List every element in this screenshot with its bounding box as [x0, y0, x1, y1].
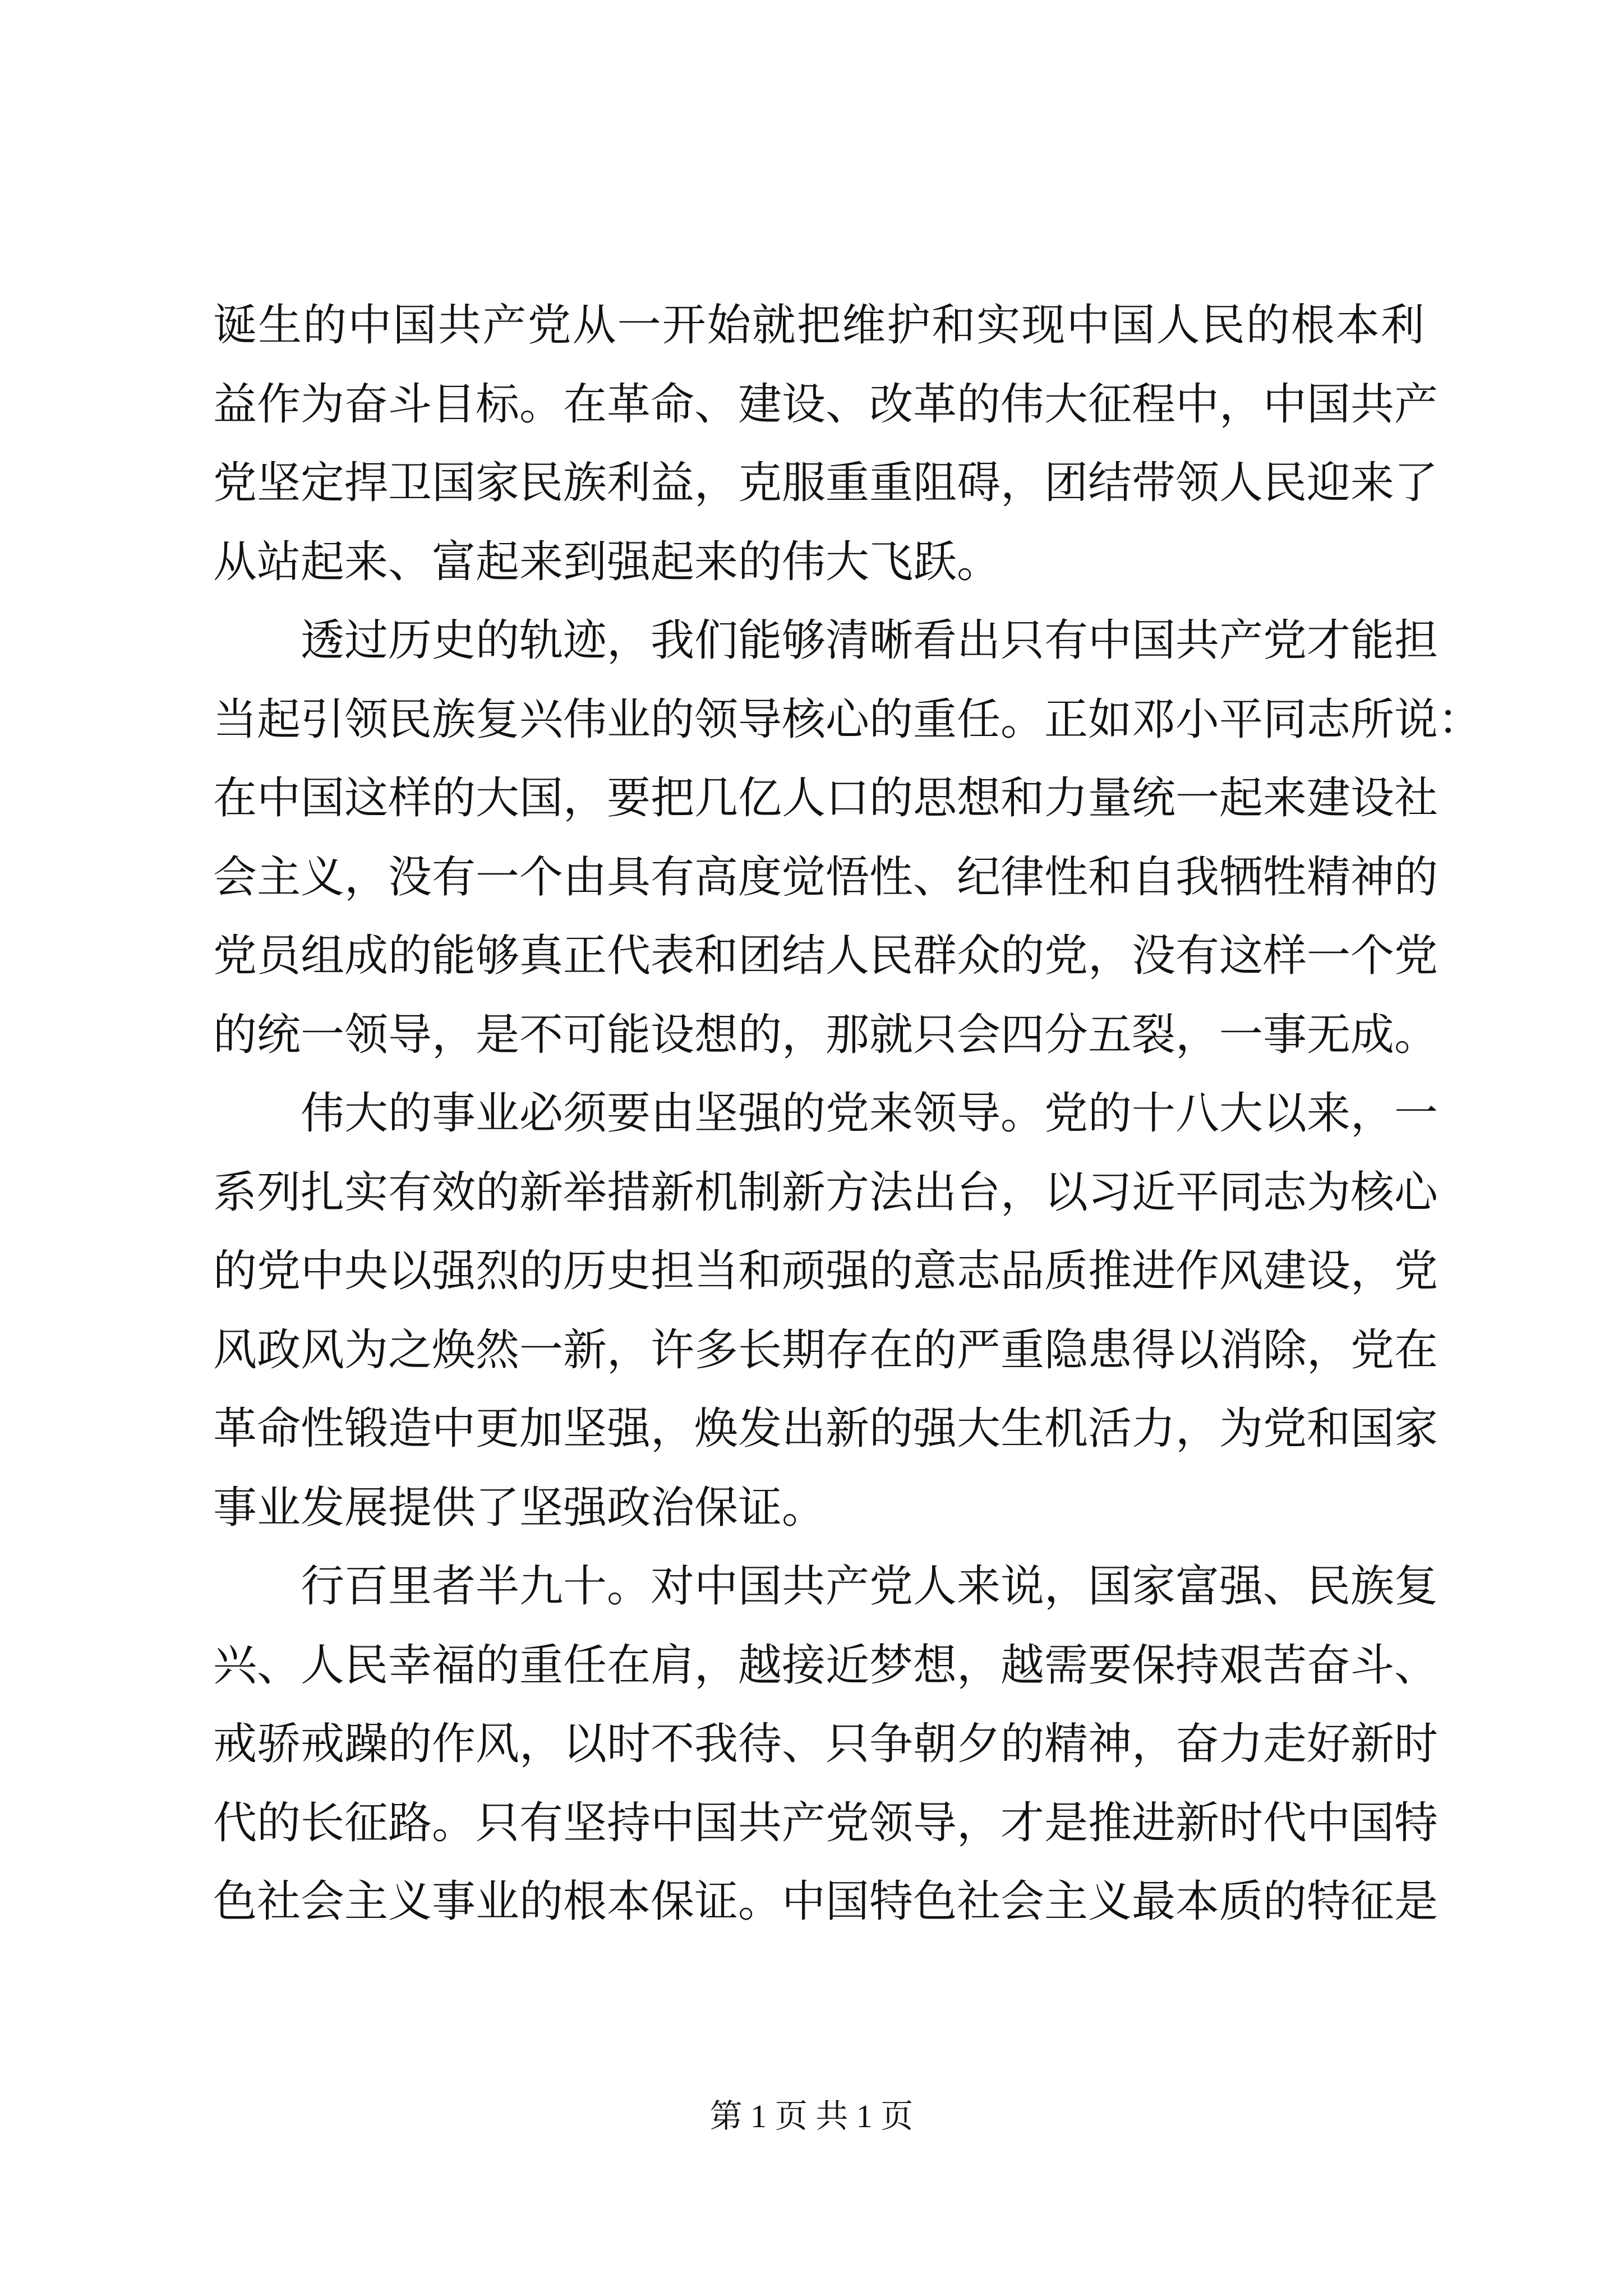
paragraph-2: [213, 601, 1482, 1074]
text-line: 戒骄戒躁的作风，以时不我待、只争朝夕的精神，奋力走好新时: [213, 1719, 1438, 1769]
text-line: 从站起来、富起来到强起来的伟大飞跃。: [213, 536, 1001, 587]
text-line: 会主义，没有一个由具有高度觉悟性、纪律性和自我牺牲精神的: [213, 852, 1438, 903]
paragraph-3: [213, 1074, 1438, 1547]
text-line: 行百里者半九十。对中国共产党人来说，国家富强、民族复: [301, 1561, 1438, 1612]
text-line: 系列扎实有效的新举措新机制新方法出台，以习近平同志为核心: [213, 1167, 1438, 1218]
text-line: 诞生的中国共产党从一开始就把维护和实现中国人民的根本利: [213, 300, 1424, 351]
text-line: 在中国这样的大国，要把几亿人口的思想和力量统一起来建设社: [213, 773, 1438, 823]
text-line: 的党中央以强烈的历史担当和顽强的意志品质推进作风建设，党: [213, 1246, 1438, 1296]
text-line: 革命性锻造中更加坚强，焕发出新的强大生机活力，为党和国家: [213, 1404, 1438, 1454]
text-line: 的统一领导，是不可能设想的，那就只会四分五裂，一事无成。: [213, 1009, 1438, 1060]
text-line: 透过历史的轨迹，我们能够清晰看出只有中国共产党才能担: [301, 615, 1438, 666]
text-line: 风政风为之焕然一新，许多长期存在的严重隐患得以消除，党在: [213, 1324, 1438, 1375]
page-number-label: 第 1 页 共 1 页: [709, 2098, 914, 2134]
text-line: 色社会主义事业的根本保证。中国特色社会主义最本质的特征是: [213, 1876, 1438, 1927]
text-line: 当起引领民族复兴伟业的领导核心的重任。正如邓小平同志所说：: [213, 694, 1482, 745]
page-footer: [0, 2097, 1623, 2136]
paragraph-1: [213, 286, 1438, 601]
document-body: [213, 286, 1482, 1941]
text-line: 代的长征路。只有坚持中国共产党领导，才是推进新时代中国特: [213, 1797, 1438, 1848]
text-line: 兴、人民幸福的重任在肩，越接近梦想，越需要保持艰苦奋斗、: [213, 1640, 1438, 1691]
text-line: 党员组成的能够真正代表和团结人民群众的党，没有这样一个党: [213, 931, 1438, 981]
paragraph-4: [213, 1547, 1438, 1941]
text-line: 益作为奋斗目标。在革命、建设、改革的伟大征程中，中国共产: [213, 379, 1438, 430]
text-line: 党坚定捍卫国家民族利益，克服重重阻碍，团结带领人民迎来了: [213, 458, 1438, 508]
text-line: 事业发展提供了坚强政治保证。: [213, 1482, 826, 1533]
text-line: 伟大的事业必须要由坚强的党来领导。党的十八大以来，一: [301, 1088, 1438, 1139]
